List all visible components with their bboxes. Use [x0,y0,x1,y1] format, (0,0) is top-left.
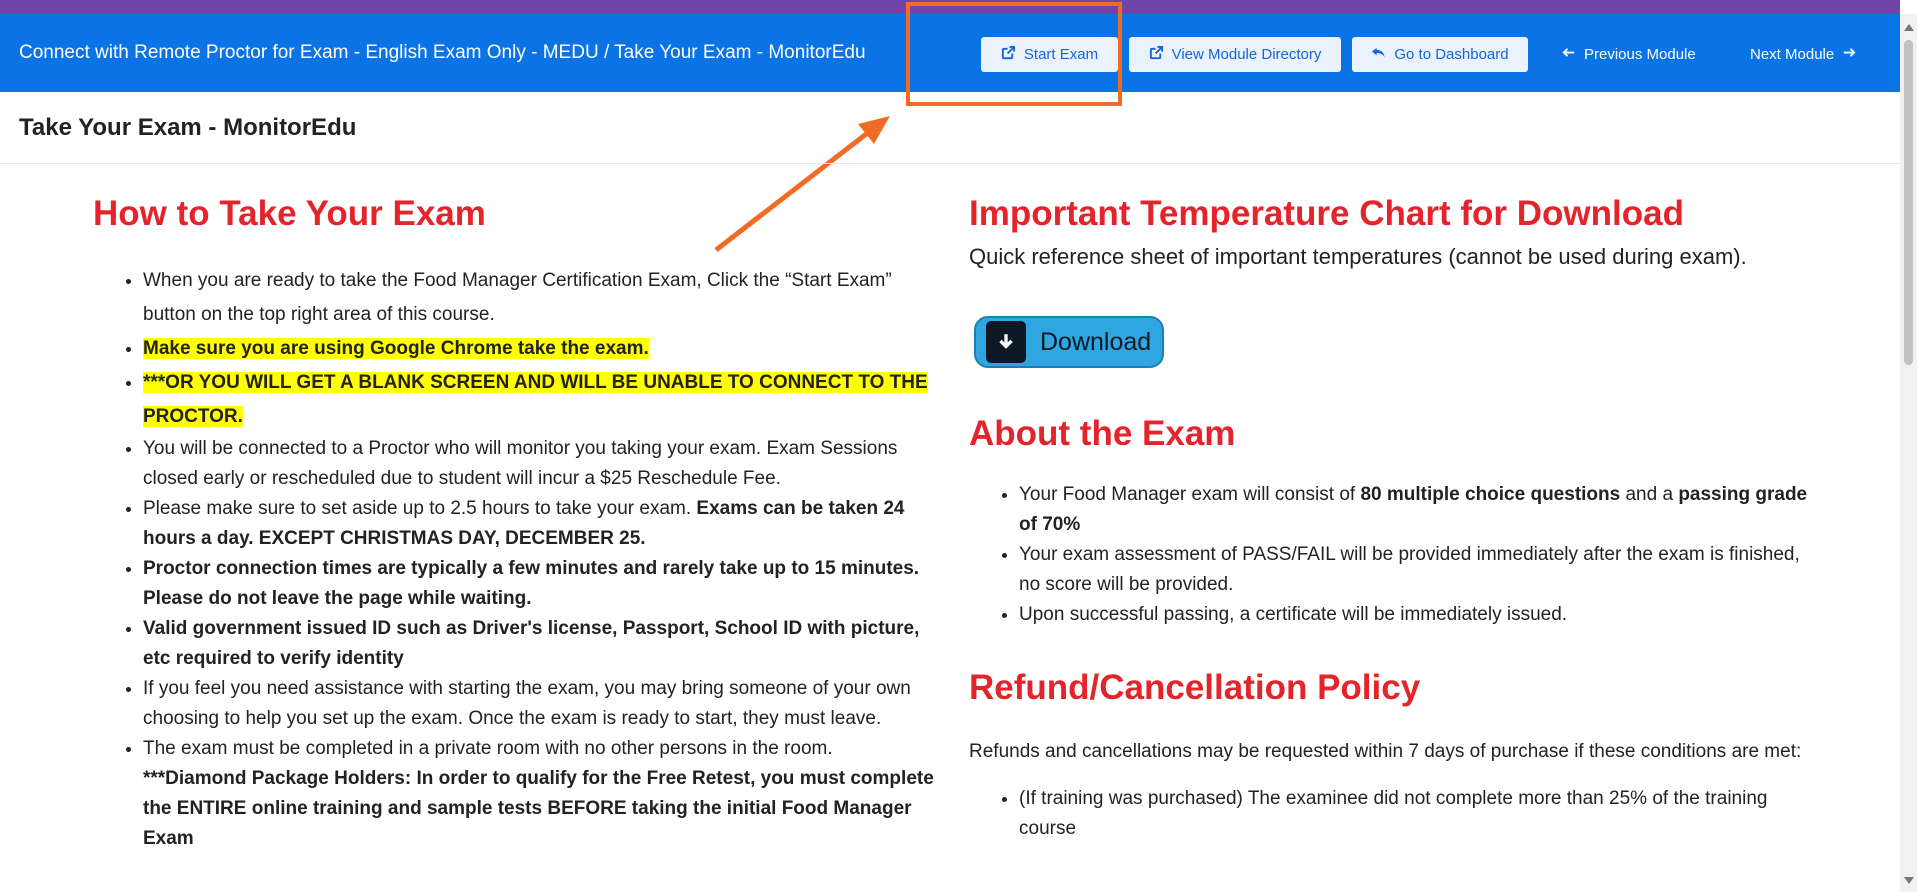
scrollbar-thumb[interactable] [1904,40,1913,365]
how-to-take-exam-section [93,190,943,854]
list-item [143,332,943,366]
scroll-down-arrow-icon[interactable] [1904,877,1914,884]
list-item [143,614,943,674]
chrome-warning-text: Make sure you are using Google Chrome take the exam. [143,338,649,359]
download-box-icon [986,321,1026,363]
list-item [143,366,943,434]
proctor-connection-text: Proctor connection times are typically a few minutes and rarely take up to 15 minutes. Please do not leave the page while waiting. [143,558,920,609]
instruction-text: You will be connected to a Proctor who will monitor you taking your exam. Exam Sessions closed early or rescheduled due to student will incur a $25 Reschedule Fee. [143,438,898,489]
course-breadcrumb-title: Connect with Remote Proctor for Exam - English Exam Only - MEDU / Take Your Exam - MonitorEdu [19,42,866,63]
refund-policy-description: Refunds and cancellations may be requested within 7 days of purchase if these conditions are met: [969,741,1802,762]
instruction-text: The exam must be completed in a private room with no other persons in the room. [143,738,833,759]
refund-condition-text: (If training was purchased) The examinee did not complete more than 25% of the training course [1019,788,1768,839]
refund-policy-section [969,664,1819,844]
reply-arrow-icon [1371,45,1386,64]
temperature-chart-heading: Important Temperature Chart for Download [969,194,1684,233]
list-item [143,734,943,854]
list-item [1019,540,1819,600]
list-item [1019,480,1819,540]
diamond-package-note: ***Diamond Package Holders: In order to qualify for the Free Retest, you must complete the ENTIRE online training and sample tests BEFORE taking the initial Food Manager Exam [143,768,934,849]
blank-screen-warning-text: ***OR YOU WILL GET A BLANK SCREEN AND WILL BE UNABLE TO CONNECT TO THE PROCTOR. [143,372,928,427]
about-text: Upon successful passing, a certificate will be immediately issued. [1019,604,1568,625]
list-item [143,494,943,554]
list-item [143,264,943,332]
list-item [1019,784,1819,844]
go-to-dashboard-button[interactable] [1352,37,1528,72]
view-module-directory-label: View Module Directory [1171,46,1322,63]
previous-module-link[interactable] [1561,37,1696,72]
instruction-text: When you are ready to take the Food Manager Certification Exam, Click the “Start Exam” button on the top right area of this course. [143,270,892,325]
temperature-chart-description: Quick reference sheet of important temperatures (cannot be used during exam). [969,244,1747,269]
about-text: and a [1620,484,1679,505]
page-header [0,92,1900,164]
exam-availability-text: Exams can be taken 24 hours a day. EXCEPT CHRISTMAS DAY, DECEMBER 25. [143,498,905,549]
instruction-text: If you feel you need assistance with starting the exam, you may bring someone of your own choosing to help you set up the exam. Once the exam is ready to start, they must leave. [143,678,911,729]
about-exam-section [969,410,1819,630]
external-link-icon [1149,45,1164,64]
id-requirement-text: Valid government issued ID such as Driver's license, Passport, School ID with picture, etc required to verify identity [143,618,920,669]
question-count-text: 80 multiple choice questions [1360,484,1621,505]
arrow-left-icon [1561,45,1576,64]
list-item [1019,600,1819,630]
page-scrollbar[interactable] [1900,14,1917,892]
download-temperature-chart-button[interactable] [974,316,1164,368]
instruction-text: Please make sure to set aside up to 2.5 hours to take your exam. [143,498,697,519]
previous-module-label: Previous Module [1584,46,1696,63]
scroll-up-arrow-icon[interactable] [1904,24,1914,31]
list-item [143,674,943,734]
go-to-dashboard-label: Go to Dashboard [1394,46,1509,63]
next-module-label: Next Module [1750,46,1835,63]
list-item [143,554,943,614]
next-module-link[interactable] [1750,37,1857,72]
about-text: Your exam assessment of PASS/FAIL will be provided immediately after the exam is finished, no score will be provided. [1019,544,1800,595]
arrow-right-icon [1842,45,1857,64]
page-title: Take Your Exam - MonitorEdu [19,114,357,141]
start-exam-label: Start Exam [1023,46,1099,63]
about-exam-list [969,480,1819,630]
passing-grade-text: passing grade of 70% [1019,484,1808,535]
list-item [143,434,943,494]
about-text: Your Food Manager exam will consist of [1019,484,1361,505]
instructions-list [93,264,943,854]
about-exam-heading: About the Exam [969,414,1236,453]
refund-conditions-list [969,784,1819,844]
view-module-directory-button[interactable] [1129,37,1341,72]
how-to-take-exam-heading: How to Take Your Exam [93,194,486,233]
right-column [969,190,1819,272]
download-label: Download [1040,327,1152,356]
refund-policy-heading: Refund/Cancellation Policy [969,668,1421,707]
start-exam-highlight-box [906,2,1122,106]
